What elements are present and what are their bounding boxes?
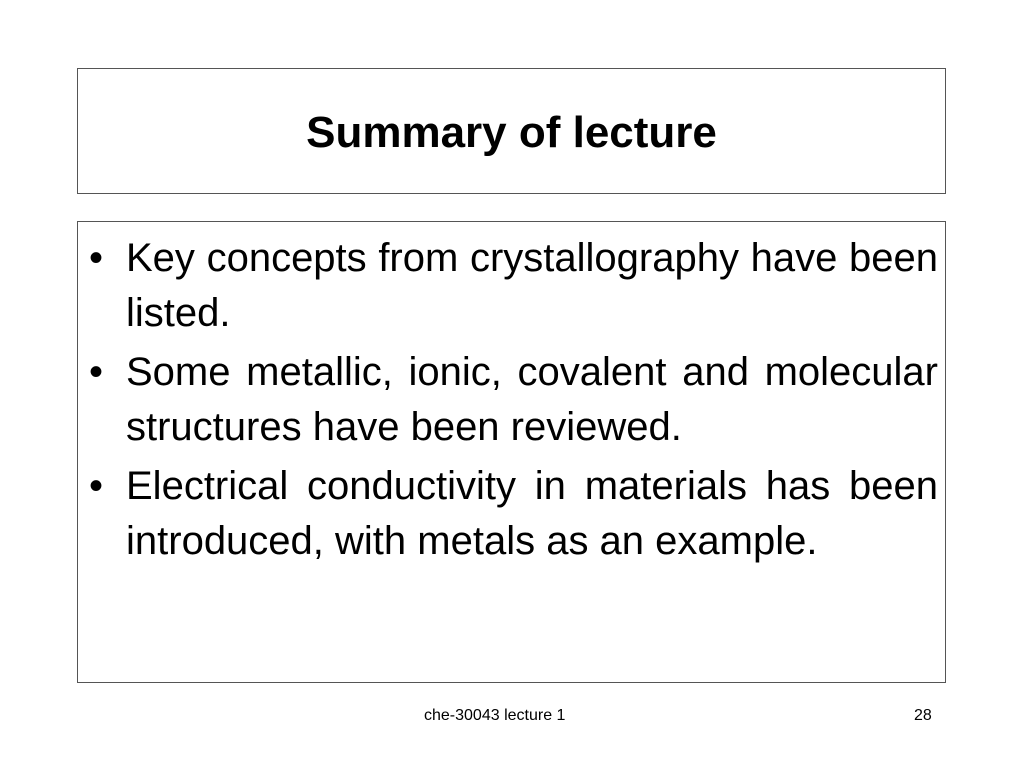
bullet-icon: •	[89, 236, 104, 280]
bullet-icon: •	[89, 464, 104, 508]
content-box	[77, 221, 946, 683]
page-number: 28	[914, 707, 932, 724]
bullet-icon: •	[89, 350, 104, 394]
bullet-list	[88, 231, 938, 573]
bullet-item	[88, 231, 938, 341]
bullet-text: Key concepts from crystallography have been listed.	[126, 236, 938, 335]
title-box	[77, 68, 946, 194]
footer-text: che-30043 lecture 1	[424, 707, 566, 724]
bullet-text: Electrical conductivity in materials has been introduced, with metals as an example.	[126, 464, 938, 563]
bullet-item	[88, 345, 938, 455]
slide-title: Summary of lecture	[306, 108, 717, 157]
bullet-text: Some metallic, ionic, covalent and molecular structures have been reviewed.	[126, 350, 938, 449]
bullet-item	[88, 459, 938, 569]
